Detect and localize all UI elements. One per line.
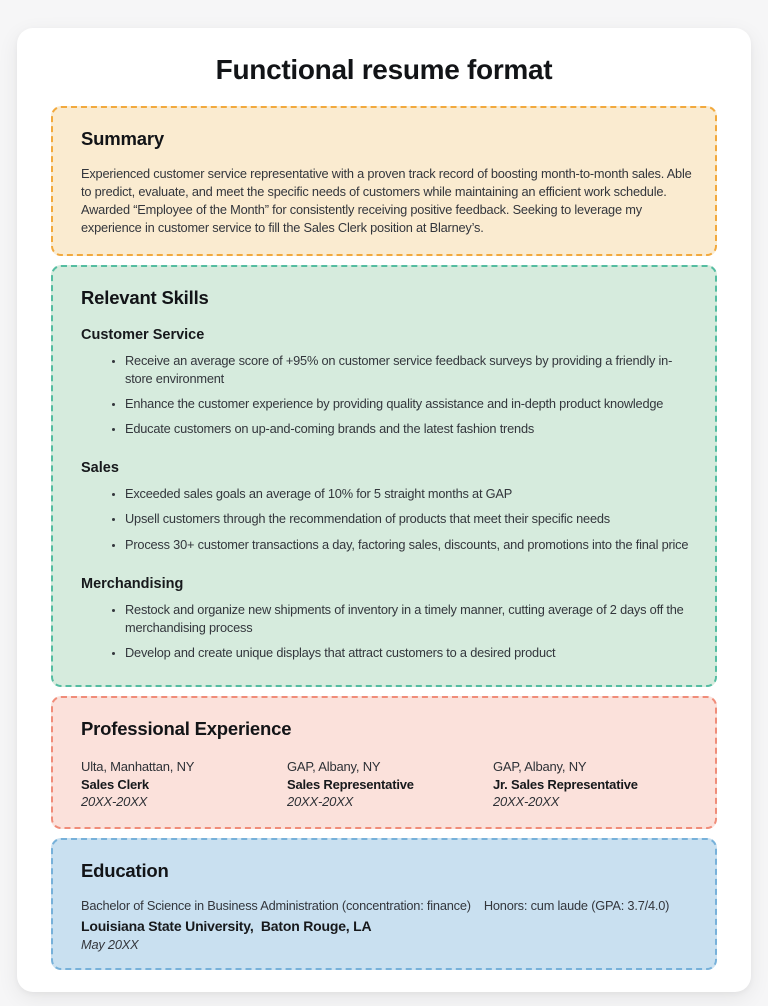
skill-bullet: • Exceeded sales goals an average of 10% for 5 straight months at GAP xyxy=(125,485,699,503)
skill-bullet: • Process 30+ customer transactions a day, factoring sales, discounts, and promotions into the final price xyxy=(125,536,699,554)
education-degree: Bachelor of Science in Business Administration (concentration: finance) xyxy=(81,897,471,913)
skill-bullet: • Educate customers on up-and-coming brands and the latest fashion trends xyxy=(125,420,699,438)
skill-bullet-list xyxy=(81,485,699,553)
education-heading: Education xyxy=(81,859,169,881)
job-dates: 20XX-20XX xyxy=(81,794,148,810)
education-date: May 20XX xyxy=(81,936,139,952)
education-school: Louisiana State University, Baton Rouge, LA xyxy=(81,917,372,934)
skill-bullet-list xyxy=(81,601,699,662)
skill-bullet: • Restock and organize new shipments of inventory in a timely manner, cutting average of 2 days off the merchandising process xyxy=(125,601,699,637)
job-company: GAP, Albany, NY xyxy=(493,759,587,775)
skill-bullet: • Develop and create unique displays that attract customers to a desired product xyxy=(125,644,699,662)
job-entry xyxy=(287,758,493,811)
job-title: Sales Clerk xyxy=(81,776,149,792)
skill-bullet: • Upsell customers through the recommendation of products that meet their specific needs xyxy=(125,510,699,528)
education-honors: Honors: cum laude (GPA: 3.7/4.0) xyxy=(483,897,670,913)
resume-card xyxy=(17,28,751,992)
skill-group-title: Customer Service xyxy=(81,326,205,343)
job-company: Ulta, Manhattan, NY xyxy=(81,759,195,775)
experience-section xyxy=(51,696,717,829)
summary-text: Experienced customer service representative with a proven track record of boosting month-to-month sales. Able to predict, evaluate, and meet the specific needs of customers while maintaining an efficient work schedule. Awarded “Employee of the Month” for consistently receiving positive feedback. Seeking to leverage my experience in customer service to fill the Sales Clerk position at Blarney’s. xyxy=(81,166,692,236)
job-entry xyxy=(493,758,699,811)
skill-group-merchandising xyxy=(81,576,699,662)
skills-section xyxy=(51,265,717,688)
job-list xyxy=(81,758,699,811)
skill-bullet: • Enhance the customer experience by providing quality assistance and in-depth product knowledge xyxy=(125,395,699,413)
skill-bullet-list xyxy=(81,352,699,439)
job-title: Sales Representative xyxy=(287,776,414,792)
skill-group-title: Sales xyxy=(81,460,119,477)
education-section xyxy=(51,838,717,970)
job-dates: 20XX-20XX xyxy=(287,794,354,810)
skill-group-customer-service xyxy=(81,327,699,439)
summary-heading: Summary xyxy=(81,128,164,149)
skill-group-title: Merchandising xyxy=(81,575,184,592)
experience-heading: Professional Experience xyxy=(81,718,292,740)
page-title: Functional resume format xyxy=(215,54,553,85)
skill-bullet: • Receive an average score of +95% on customer service feedback surveys by providing a friendly in-store environment xyxy=(125,352,699,388)
job-company: GAP, Albany, NY xyxy=(287,759,381,775)
job-dates: 20XX-20XX xyxy=(493,794,560,810)
skills-heading: Relevant Skills xyxy=(81,286,209,308)
job-title: Jr. Sales Representative xyxy=(493,776,638,792)
job-entry xyxy=(81,758,287,811)
summary-section xyxy=(51,106,717,256)
education-degree-row xyxy=(81,897,699,915)
skill-group-sales xyxy=(81,460,699,553)
